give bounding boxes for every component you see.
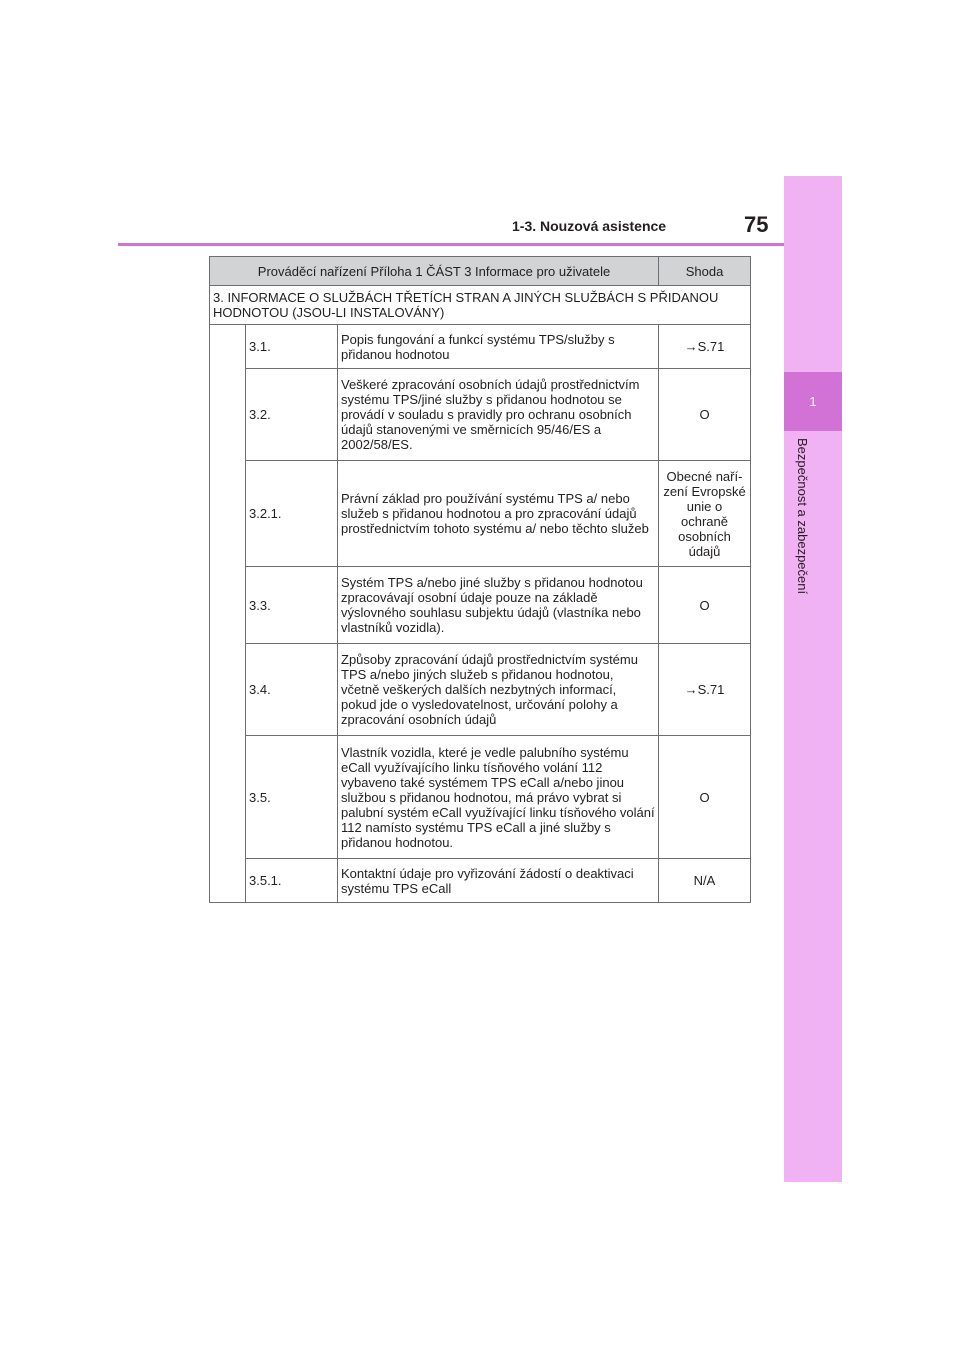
table-row xyxy=(210,567,751,644)
section-title: 1-3. Nouzová asistence xyxy=(512,218,667,234)
information-table xyxy=(209,256,751,903)
row-compliance: O xyxy=(659,736,751,859)
header-divider xyxy=(118,243,784,246)
chapter-number-tab[interactable]: 1 xyxy=(784,372,842,431)
column-header-regulation: Prováděcí nařízení Příloha 1 ČÁST 3 Informace pro uživatele xyxy=(210,257,659,286)
row-compliance: O xyxy=(659,369,751,461)
row-number: 3.1. xyxy=(246,325,338,369)
indent-cell xyxy=(210,325,246,903)
column-header-compliance: Shoda xyxy=(659,257,751,286)
row-compliance: Obecné nařízení Evropské unie o ochraně osobních údajů xyxy=(659,461,751,567)
row-number: 3.4. xyxy=(246,644,338,736)
row-compliance: N/A xyxy=(659,859,751,903)
row-description: Právní základ pro používání systému TPS a/ nebo služeb s přidanou hodnotou a pro zpracování údajů prostřednictvím tohoto systému a/ nebo těchto služeb xyxy=(338,461,659,567)
row-compliance: O xyxy=(659,567,751,644)
row-description: Kontaktní údaje pro vyřizování žádostí o deaktivaci systému TPS eCall xyxy=(338,859,659,903)
row-number: 3.3. xyxy=(246,567,338,644)
table-row xyxy=(210,461,751,567)
table-row xyxy=(210,859,751,903)
row-number: 3.2.1. xyxy=(246,461,338,567)
row-number: 3.5.1. xyxy=(246,859,338,903)
row-description: Vlastník vozidla, které je vedle palubního systému eCall využívajícího linku tísňového volání 112 vybaveno také systémem TPS eCall a/nebo jinou službou s přidanou hodnotou, má právo vybrat si palubní systém eCall využívající linku tísňového volání 112 namísto systému TPS eCall a jiné služby s přidanou hodnotou. xyxy=(338,736,659,859)
table-header-row xyxy=(210,257,751,286)
row-description: Popis fungování a funkcí systému TPS/služby s přidanou hodnotou xyxy=(338,325,659,369)
section-heading: 3. INFORMACE O SLUŽBÁCH TŘETÍCH STRAN A JINÝCH SLUŽBÁCH S PŘIDANOU HODNOTOU (JSOU-LI INSTALOVÁNY) xyxy=(210,286,751,325)
table-row xyxy=(210,644,751,736)
chapter-side-bar xyxy=(784,176,842,1182)
row-compliance: →S.71 xyxy=(659,325,751,369)
row-compliance: →S.71 xyxy=(659,644,751,736)
table-row xyxy=(210,325,751,369)
page-number: 75 xyxy=(744,212,769,237)
row-description: Veškeré zpracování osobních údajů prostřednictvím systému TPS/jiné služby s přidanou hodnotou se provádí v souladu s pravidly pro ochranu osobních údajů stanovenými ve směrnicích 95/46/ES a 2002/58/ES. xyxy=(338,369,659,461)
table-row xyxy=(210,736,751,859)
row-description: Způsoby zpracování údajů prostřednictvím systému TPS a/nebo jiných služeb s přidanou hodnotou, včetně veškerých dalších nezbytných informací, pokud jde o vysledovatelnost, určování polohy a zpracování osobních údajů xyxy=(338,644,659,736)
table-row xyxy=(210,369,751,461)
row-number: 3.5. xyxy=(246,736,338,859)
row-number: 3.2. xyxy=(246,369,338,461)
section-heading-row xyxy=(210,286,751,325)
row-description: Systém TPS a/nebo jiné služby s přidanou hodnotou zpracovávají osobní údaje pouze na základě výslovného souhlasu subjektu údajů (vlastníka nebo vlastníků vozidla). xyxy=(338,567,659,644)
chapter-title-tab[interactable]: Bezpečnost a zabezpečení xyxy=(795,438,810,595)
